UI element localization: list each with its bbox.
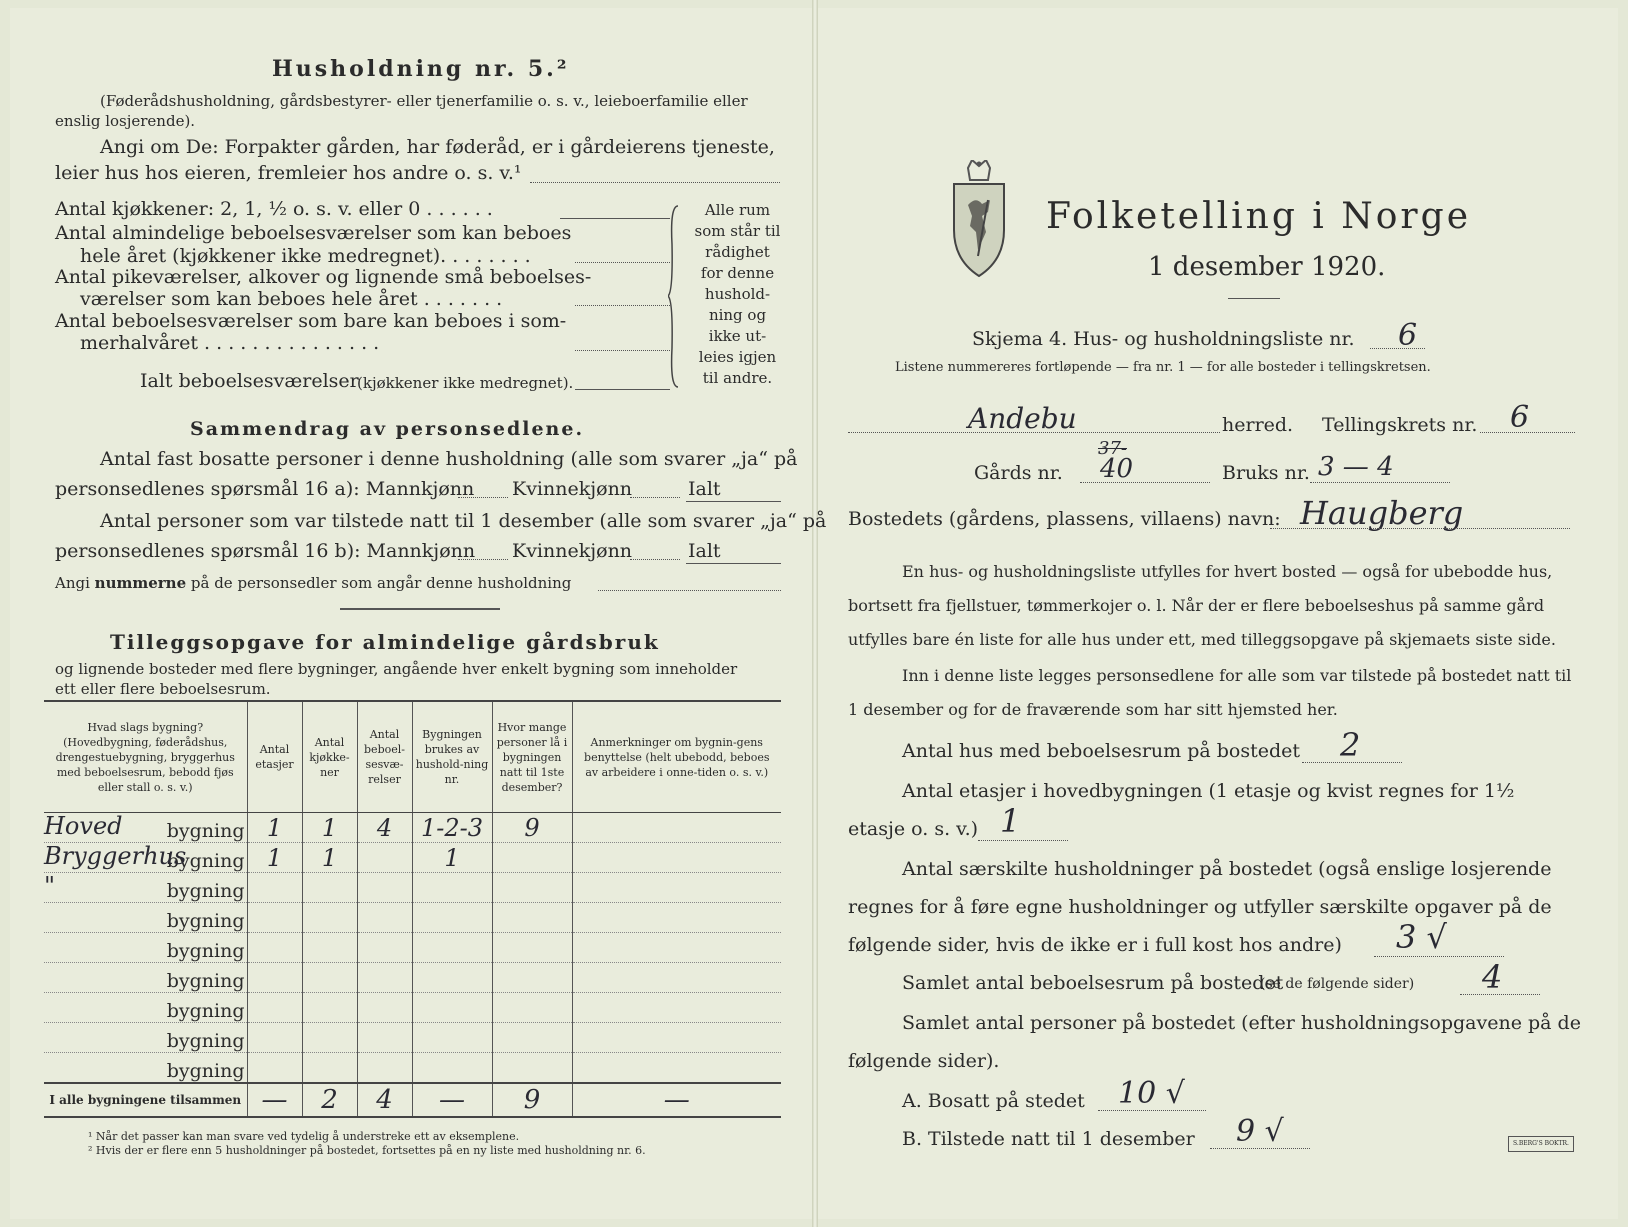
total-anmerkninger: — bbox=[572, 1083, 781, 1117]
cell-anmerkninger bbox=[572, 933, 781, 963]
cell-kjokken bbox=[302, 1023, 357, 1053]
cell-kjokken bbox=[302, 933, 357, 963]
summary-line-3: Antal personer som var tilstede natt til 1 desember (alle som svarer „ja“ på bbox=[100, 510, 827, 532]
samlet-pers-line-2: følgende sider). bbox=[848, 1050, 1000, 1072]
kind-suffix: bygning bbox=[166, 880, 245, 902]
total-etasjer: — bbox=[247, 1083, 302, 1117]
cell-anmerkninger bbox=[572, 1023, 781, 1053]
tillegg-title: Tilleggsopgave for almindelige gårdsbruk bbox=[110, 630, 660, 654]
cell-anmerkninger bbox=[572, 1053, 781, 1084]
skjema-label: Skjema 4. Hus- og husholdningsliste nr. bbox=[972, 328, 1355, 350]
table-row bbox=[44, 813, 781, 843]
saerskilte-line-3: følgende sider, hvis de ikke er i full kost hos andre) bbox=[848, 934, 1342, 956]
census-date: 1 desember 1920. bbox=[1148, 252, 1386, 282]
etasjer-value: 1 bbox=[1000, 802, 1021, 840]
cell-husholdning: 1-2-3 bbox=[412, 813, 492, 843]
printer-stamp: S.BERG'S BOKTR. bbox=[1508, 1136, 1574, 1152]
bosted-value: Haugberg bbox=[1300, 494, 1464, 532]
header-kind: Hvad slags bygning? (Hovedbygning, føderådshus, drengestuebygning, bryggerhus med beboelsesrum, bebodd fjøs eller stall o. s. v.) bbox=[44, 701, 247, 813]
cell-kind bbox=[44, 933, 247, 963]
footnote-1: ¹ Når det passer kan man svare ved tydelig å understreke ett av eksemplene. bbox=[88, 1130, 520, 1143]
etasjer-line-1: Antal etasjer i hovedbygningen (1 etasje og kvist regnes for 1½ bbox=[902, 780, 1515, 802]
para1-line-3: utfylles bare én liste for alle hus under ett, med tilleggsopgave på skjemaets siste side. bbox=[848, 630, 1556, 649]
total-kjokken: 2 bbox=[302, 1083, 357, 1117]
cell-personer bbox=[492, 1023, 572, 1053]
saerskilte-line-2: regnes for å føre egne husholdninger og utfyller særskilte opgaver på de bbox=[848, 896, 1552, 918]
cell-vaerelser bbox=[357, 963, 412, 993]
kind-suffix: bygning bbox=[166, 1030, 245, 1052]
bosatt-value: 10 √ bbox=[1118, 1076, 1185, 1111]
table-row bbox=[44, 963, 781, 993]
angi-nummerne: Angi nummerne på de personsedler som angår denne husholdning bbox=[55, 574, 572, 592]
cell-husholdning bbox=[412, 903, 492, 933]
summary-line-1: Antal fast bosatte personer i denne husholdning (alle som svarer „ja“ på bbox=[100, 448, 798, 470]
etasjer-line-2: etasje o. s. v.) bbox=[848, 818, 979, 840]
cell-kjokken: 1 bbox=[302, 843, 357, 873]
herred-value: Andebu bbox=[968, 402, 1077, 435]
footnote-2: ² Hvis der er flere enn 5 husholdninger på bostedet, fortsettes på en ny liste med husholdning nr. 6. bbox=[88, 1144, 646, 1157]
cell-kind bbox=[44, 813, 247, 843]
header-vaerelser: Antal beboel-sesvæ-relser bbox=[357, 701, 412, 813]
cell-vaerelser bbox=[357, 993, 412, 1023]
kind-suffix: bygning bbox=[166, 850, 245, 872]
cell-anmerkninger bbox=[572, 963, 781, 993]
para2-line-2: 1 desember og for de fraværende som har sitt hjemsted her. bbox=[848, 700, 1338, 719]
cell-kind bbox=[44, 993, 247, 1023]
tilstede-value: 9 √ bbox=[1236, 1114, 1284, 1149]
cell-etasjer bbox=[247, 1023, 302, 1053]
table-row bbox=[44, 843, 781, 873]
ialt-label-2: Ialt bbox=[688, 540, 721, 562]
cell-kjokken: 1 bbox=[302, 813, 357, 843]
kind-suffix: bygning bbox=[166, 940, 245, 962]
table-row bbox=[44, 903, 781, 933]
rooms-line-1: Antal kjøkkener: 2, 1, ½ o. s. v. eller 0 . . . . . . bbox=[55, 198, 493, 220]
ialt-label-1: Ialt bbox=[688, 478, 721, 500]
cell-personer bbox=[492, 963, 572, 993]
summary-title: Sammendrag av personsedlene. bbox=[190, 418, 585, 440]
cell-kjokken bbox=[302, 993, 357, 1023]
cell-vaerelser bbox=[357, 903, 412, 933]
gards-value: 40 bbox=[1100, 454, 1134, 484]
cell-anmerkninger bbox=[572, 993, 781, 1023]
rooms-line-2: Antal almindelige beboelsesværelser som kan beboes bbox=[55, 222, 572, 244]
bruks-label: Bruks nr. bbox=[1222, 462, 1310, 484]
samlet-rum-label: Samlet antal beboelsesrum på bostedet bbox=[902, 972, 1284, 994]
cell-husholdning: 1 bbox=[412, 843, 492, 873]
rooms-line-3: hele året (kjøkkener ikke medregnet). . . . . . . . bbox=[80, 245, 531, 267]
kind-value: " bbox=[44, 872, 56, 900]
page-fold bbox=[812, 0, 818, 1227]
ialt-note: (kjøkkener ikke medregnet). bbox=[357, 374, 574, 392]
cell-personer: 9 bbox=[492, 813, 572, 843]
tillegg-line-1: og lignende bosteder med flere bygninger, angående hver enkelt bygning som inneholder bbox=[55, 660, 738, 678]
side-note: Alle rum som står til rådighet for denne hushold- ning og ikke ut- leies igjen til andre. bbox=[694, 201, 781, 387]
cell-kind bbox=[44, 963, 247, 993]
cell-vaerelser bbox=[357, 933, 412, 963]
cell-etasjer bbox=[247, 993, 302, 1023]
ialt-label: Ialt beboelsesværelser bbox=[140, 370, 359, 392]
cell-vaerelser bbox=[357, 1023, 412, 1053]
cell-etasjer: 1 bbox=[247, 843, 302, 873]
kind-suffix: bygning bbox=[166, 1060, 245, 1082]
summary-line-2: personsedlenes spørsmål 16 a): Mannkjønn bbox=[55, 478, 475, 500]
header-personer: Hvor mange personer lå i bygningen natt til 1ste desember? bbox=[492, 701, 572, 813]
herred-label: herred. bbox=[1222, 414, 1294, 436]
table-row bbox=[44, 1023, 781, 1053]
bosted-label: Bostedets (gårdens, plassens, villaens) navn: bbox=[848, 508, 1281, 530]
building-table bbox=[44, 700, 781, 1118]
kind-value: Hoved bbox=[44, 812, 123, 840]
cell-vaerelser: 4 bbox=[357, 813, 412, 843]
cell-etasjer bbox=[247, 963, 302, 993]
cell-anmerkninger bbox=[572, 873, 781, 903]
cell-kind bbox=[44, 903, 247, 933]
gards-label: Gårds nr. bbox=[974, 462, 1063, 484]
cell-etasjer bbox=[247, 933, 302, 963]
table-header-row bbox=[44, 701, 781, 813]
header-husholdning: Bygningen brukes av hushold-ning nr. bbox=[412, 701, 492, 813]
cell-husholdning bbox=[412, 1053, 492, 1084]
saerskilte-value: 3 √ bbox=[1396, 918, 1447, 956]
table-row bbox=[44, 933, 781, 963]
bruks-value: 3 — 4 bbox=[1318, 452, 1394, 482]
header-kjokken: Antal kjøkke-ner bbox=[302, 701, 357, 813]
census-title: Folketelling i Norge bbox=[1046, 196, 1471, 237]
samlet-rum-value: 4 bbox=[1482, 958, 1503, 996]
table-row bbox=[44, 873, 781, 903]
cell-husholdning bbox=[412, 933, 492, 963]
cell-kind bbox=[44, 873, 247, 903]
kind-suffix: bygning bbox=[166, 970, 245, 992]
antal-hus-label: Antal hus med beboelsesrum på bostedet bbox=[902, 740, 1301, 762]
antal-hus-value: 2 bbox=[1340, 726, 1361, 764]
para1-line-1: En hus- og husholdningsliste utfylles for hvert bosted — også for ubebodde hus, bbox=[902, 562, 1553, 581]
kind-suffix: bygning bbox=[166, 820, 245, 842]
cell-etasjer bbox=[247, 873, 302, 903]
kind-suffix: bygning bbox=[166, 910, 245, 932]
cell-kjokken bbox=[302, 873, 357, 903]
cell-personer bbox=[492, 873, 572, 903]
cell-kind bbox=[44, 1023, 247, 1053]
divider bbox=[340, 608, 500, 610]
bosatt-label: A. Bosatt på stedet bbox=[902, 1090, 1085, 1112]
cell-vaerelser bbox=[357, 1053, 412, 1084]
total-label: I alle bygningene tilsammen bbox=[44, 1083, 247, 1117]
saerskilte-line-1: Antal særskilte husholdninger på bostedet (også enslige losjerende bbox=[902, 858, 1552, 880]
cell-vaerelser bbox=[357, 843, 412, 873]
household-title: Husholdning nr. 5.² bbox=[272, 56, 570, 82]
summary-line-4: personsedlenes spørsmål 16 b): Mannkjønn bbox=[55, 540, 476, 562]
cell-personer bbox=[492, 993, 572, 1023]
angi-line-1: Angi om De: Forpakter gården, har føderåd, er i gårdeierens tjeneste, bbox=[100, 136, 775, 158]
cell-vaerelser bbox=[357, 873, 412, 903]
tellingskrets-label: Tellingskrets nr. bbox=[1322, 414, 1478, 436]
table-row bbox=[44, 1053, 781, 1084]
cell-personer bbox=[492, 933, 572, 963]
cell-etasjer: 1 bbox=[247, 813, 302, 843]
tillegg-line-2: ett eller flere beboelsesrum. bbox=[55, 680, 271, 698]
intro-line-1: (Føderådshusholdning, gårdsbestyrer- eller tjenerfamilie o. s. v., leieboerfamilie eller bbox=[100, 92, 748, 110]
samlet-rum-note: (se de følgende sider) bbox=[1260, 976, 1415, 992]
kind-suffix: bygning bbox=[166, 1000, 245, 1022]
cell-kjokken bbox=[302, 1053, 357, 1084]
table-row bbox=[44, 993, 781, 1023]
cell-personer bbox=[492, 903, 572, 933]
cell-etasjer bbox=[247, 903, 302, 933]
cell-husholdning bbox=[412, 1023, 492, 1053]
header-anmerkninger: Anmerkninger om bygnin-gens benyttelse (helt ubebodd, beboes av arbeidere i onne-tiden o. s. v.) bbox=[572, 701, 781, 813]
rooms-line-4: Antal pikeværelser, alkover og lignende små beboelses- bbox=[55, 266, 592, 288]
cell-husholdning bbox=[412, 963, 492, 993]
samlet-pers-line-1: Samlet antal personer på bostedet (efter husholdningsopgavene på de bbox=[902, 1012, 1581, 1034]
gards-struck: 37- bbox=[1098, 438, 1127, 459]
cell-kjokken bbox=[302, 963, 357, 993]
skjema-number: 6 bbox=[1398, 318, 1418, 353]
cell-kind bbox=[44, 1053, 247, 1084]
para2-line-1: Inn i denne liste legges personsedlene for alle som var tilstede på bostedet natt til bbox=[902, 666, 1572, 685]
total-row bbox=[44, 1083, 781, 1117]
cell-kind bbox=[44, 843, 247, 873]
kvinne-label-1: Kvinnekjønn bbox=[512, 478, 633, 500]
total-husholdning: — bbox=[412, 1083, 492, 1117]
rooms-line-5: værelser som kan beboes hele året . . . . . . . bbox=[80, 288, 503, 310]
intro-line-2: enslig losjerende). bbox=[55, 112, 196, 130]
cell-etasjer bbox=[247, 1053, 302, 1084]
cell-anmerkninger bbox=[572, 903, 781, 933]
kvinne-label-2: Kvinnekjønn bbox=[512, 540, 633, 562]
cell-personer bbox=[492, 1053, 572, 1084]
cell-personer bbox=[492, 843, 572, 873]
para1-line-2: bortsett fra fjellstuer, tømmerkojer o. l. Når der er flere beboelseshus på samme gård bbox=[848, 596, 1545, 615]
kind-value: Bryggerhus bbox=[44, 842, 187, 870]
rooms-line-6: Antal beboelsesværelser som bare kan beboes i som- bbox=[55, 310, 567, 332]
cell-husholdning bbox=[412, 993, 492, 1023]
angi-line-2: leier hus hos eieren, fremleier hos andre o. s. v.¹ bbox=[55, 162, 522, 184]
norway-crest-icon bbox=[948, 160, 1010, 280]
header-etasjer: Antal etasjer bbox=[247, 701, 302, 813]
cell-anmerkninger bbox=[572, 813, 781, 843]
listene-note: Listene nummereres fortløpende — fra nr. 1 — for alle bosteder i tellingskretsen. bbox=[895, 360, 1431, 375]
total-personer: 9 bbox=[492, 1083, 572, 1117]
tilstede-label: B. Tilstede natt til 1 desember bbox=[902, 1128, 1195, 1150]
tellingskrets-value: 6 bbox=[1510, 400, 1530, 435]
rooms-line-7: merhalvåret . . . . . . . . . . . . . . . bbox=[80, 332, 380, 354]
cell-anmerkninger bbox=[572, 843, 781, 873]
cell-kjokken bbox=[302, 903, 357, 933]
total-vaerelser: 4 bbox=[357, 1083, 412, 1117]
cell-husholdning bbox=[412, 873, 492, 903]
